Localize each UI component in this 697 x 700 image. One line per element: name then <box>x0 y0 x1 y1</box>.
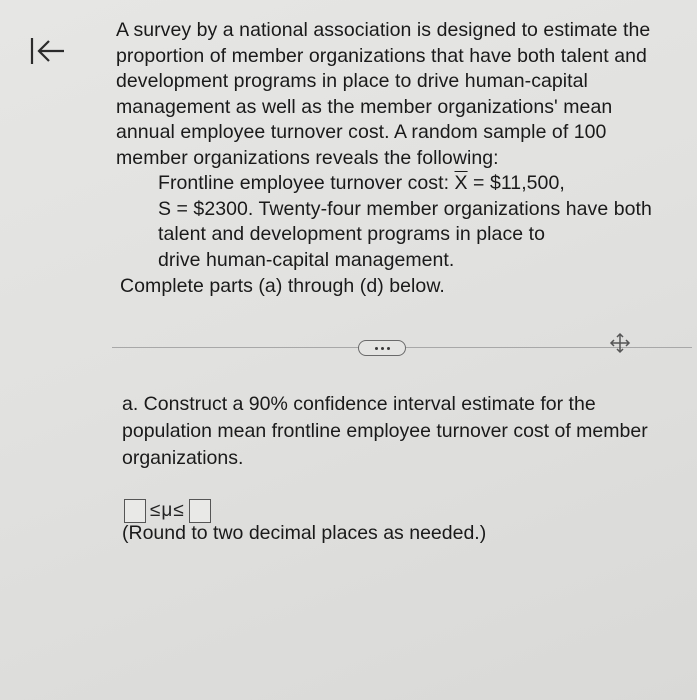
problem-line: A survey by a national association is designed to estimate the <box>116 19 651 41</box>
problem-line: member organizations reveals the following: <box>116 146 499 169</box>
back-button[interactable] <box>26 34 70 70</box>
question-line: organizations. <box>122 447 244 469</box>
ellipsis-icon <box>387 347 390 350</box>
move-icon <box>608 331 632 355</box>
question-line: population mean frontline employee turnover cost of member <box>122 420 648 442</box>
given-data-line <box>116 171 686 197</box>
given-data-line: S = $2300. Twenty-four member organizations have both <box>158 197 652 220</box>
given-mean-value: = $11,500, <box>467 172 565 194</box>
problem-line: management as well as the member organizations' mean <box>116 95 613 118</box>
arrow-left-to-line-icon <box>26 34 70 70</box>
problem-line: annual employee turnover cost. A random sample of 100 <box>116 121 607 143</box>
x-bar-symbol: $\overline{X}$ <box>454 172 468 194</box>
move-handle[interactable] <box>608 331 632 355</box>
problem-line: development programs in place to drive human-capital <box>116 70 588 92</box>
given-data-line: drive human-capital management. <box>158 248 455 271</box>
question-line: a. Construct a 90% confidence interval estimate for the <box>122 393 596 415</box>
part-a-question <box>122 391 682 472</box>
given-data-line: talent and development programs in place to <box>158 223 545 245</box>
ellipsis-icon <box>381 347 384 350</box>
problem-line: proportion of member organizations that have both talent and <box>116 44 647 67</box>
problem-statement <box>116 18 686 300</box>
expand-more-button[interactable] <box>358 340 406 356</box>
ellipsis-icon <box>375 347 378 350</box>
given-data-label: Frontline employee turnover cost: <box>158 172 455 194</box>
complete-parts-instruction: Complete parts (a) through (d) below. <box>120 275 445 297</box>
inequality-symbols: ≤μ≤ <box>150 500 185 521</box>
rounding-instruction: (Round to two decimal places as needed.) <box>122 522 487 544</box>
